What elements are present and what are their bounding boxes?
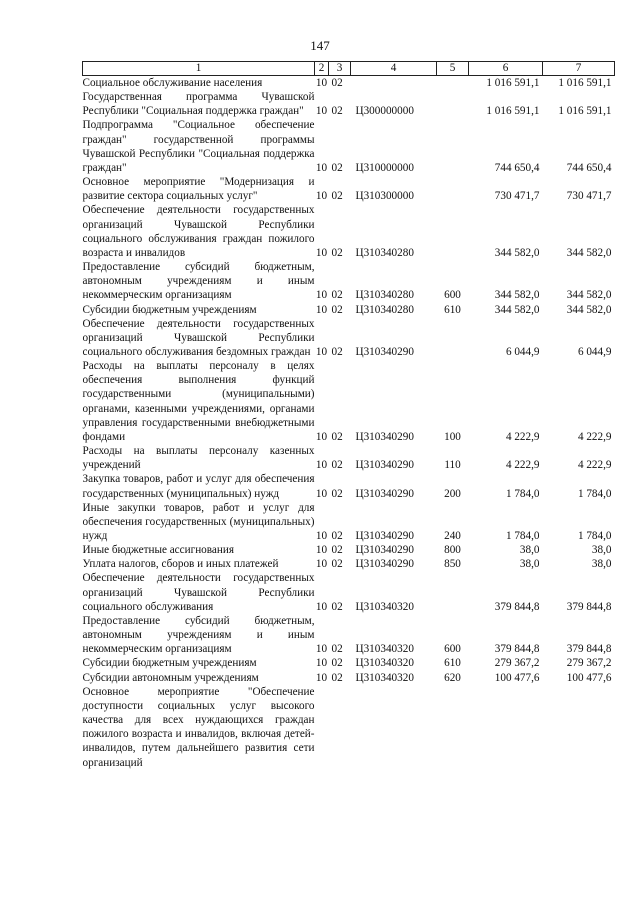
target-article-code: Ц310340320 <box>355 671 414 684</box>
header-cell: 2 <box>315 62 329 76</box>
expense-type-code: 100 <box>444 430 461 443</box>
target-article-code: Ц310340290 <box>355 430 414 443</box>
amount-year-1: 38,0 <box>519 558 540 571</box>
table-row <box>83 472 615 500</box>
target-article-code: Ц310340290 <box>355 459 414 472</box>
row-name <box>83 260 315 302</box>
amount-year-2: 379 844,8 <box>566 643 612 656</box>
subsection-code: 02 <box>331 671 343 684</box>
row-name <box>83 543 315 557</box>
target-article-code: Ц300000000 <box>355 105 414 118</box>
amount-year-1: 4 222,9 <box>505 459 540 472</box>
subsection-code: 02 <box>331 657 343 670</box>
subsection-code: 02 <box>331 430 343 443</box>
target-article-code: Ц310340320 <box>355 643 414 656</box>
section-code: 10 <box>315 345 328 358</box>
header-cell: 4 <box>351 62 437 76</box>
table-row <box>83 671 615 685</box>
amount-year-1: 1 016 591,1 <box>486 105 540 118</box>
target-article-code <box>351 76 437 91</box>
section-code <box>315 685 329 770</box>
amount-year-2: 744 650,4 <box>566 161 612 174</box>
amount-year-1 <box>469 685 543 770</box>
subsection-code: 02 <box>331 105 343 118</box>
row-name <box>83 118 315 175</box>
row-name <box>83 203 315 260</box>
section-code: 10 <box>315 289 328 302</box>
subsection-code: 02 <box>331 459 343 472</box>
amount-year-2: 1 016 591,1 <box>558 77 612 89</box>
table-row <box>83 557 615 571</box>
amount-year-1: 344 582,0 <box>494 246 540 259</box>
amount-year-2: 344 582,0 <box>566 246 612 259</box>
row-name-text: Основное мероприятие "Обеспечение доступности социальных услуг высокого качества для всех нуждающихся граждан пожилого возраста и инвалидов, включая детей-инвалидов, путем дальнейшего развития сети организаций <box>82 685 315 769</box>
expense-type-code: 610 <box>444 303 461 316</box>
table-row <box>83 685 615 770</box>
target-article-code: Ц310340290 <box>355 544 414 557</box>
table-row <box>83 359 615 444</box>
section-code: 10 <box>315 303 328 316</box>
header-cell: 1 <box>83 62 315 76</box>
expense-type-code: 850 <box>444 558 461 571</box>
amount-year-2: 344 582,0 <box>566 303 612 316</box>
row-name-text: Предоставление субсидий бюджетным, автономным учреждениям и иным некоммерческим организациям <box>82 614 315 656</box>
section-code: 10 <box>315 558 328 571</box>
target-article-code: Ц310340280 <box>355 289 414 302</box>
amount-year-1: 730 471,7 <box>494 190 540 203</box>
row-name <box>83 90 315 118</box>
amount-year-2: 1 016 591,1 <box>558 105 612 118</box>
table-row <box>83 543 615 557</box>
header-cell: 5 <box>437 62 469 76</box>
table-row <box>83 614 615 656</box>
section-code: 10 <box>315 657 328 670</box>
target-article-code: Ц310000000 <box>355 161 414 174</box>
expense-type-code <box>437 317 469 359</box>
row-name <box>83 671 315 685</box>
amount-year-2: 344 582,0 <box>566 289 612 302</box>
row-name <box>83 359 315 444</box>
subsection-code: 02 <box>331 643 343 656</box>
subsection-code: 02 <box>331 530 343 542</box>
row-name-text: Субсидии бюджетным учреждениям <box>82 303 257 316</box>
target-article-code: Ц310340320 <box>355 600 414 613</box>
row-name-text: Социальное обслуживание населения <box>82 77 263 89</box>
row-name <box>83 501 315 543</box>
table-row <box>83 303 615 317</box>
row-name-text: Иные бюджетные ассигнования <box>82 544 234 557</box>
amount-year-1: 344 582,0 <box>494 289 540 302</box>
amount-year-2: 730 471,7 <box>566 190 612 203</box>
expense-type-code <box>437 118 469 175</box>
section-code: 10 <box>315 487 328 500</box>
expense-type-code: 110 <box>444 459 461 472</box>
section-code: 10 <box>315 190 328 203</box>
page-number: 147 <box>310 38 330 53</box>
row-name-text: Расходы на выплаты персоналу казенных учреждений <box>82 445 315 472</box>
section-code: 10 <box>315 671 328 684</box>
target-article-code: Ц310340280 <box>355 246 414 259</box>
row-name-text: Расходы на выплаты персоналу в целях обеспечения выполнения функций государственными (муниципальными) органами, казенными учреждениями, органами управления государственными внебюджетными фондами <box>82 360 315 443</box>
table-row <box>83 656 615 670</box>
expense-type-code: 600 <box>444 289 461 302</box>
table-row <box>83 317 615 359</box>
amount-year-2 <box>543 685 615 770</box>
amount-year-1: 744 650,4 <box>494 161 540 174</box>
target-article-code: Ц310340320 <box>355 657 414 670</box>
target-article-code: Ц310340290 <box>355 345 414 358</box>
subsection-code <box>329 685 351 770</box>
amount-year-1: 38,0 <box>519 544 540 557</box>
amount-year-2: 4 222,9 <box>577 430 612 443</box>
table-row <box>83 203 615 260</box>
section-code: 10 <box>315 430 328 443</box>
section-code: 10 <box>315 77 328 89</box>
amount-year-2: 1 784,0 <box>577 530 612 542</box>
row-name-text: Подпрограмма "Социальное обеспечение граждан" государственной программы Чувашской Республики "Социальная поддержка граждан" <box>82 119 315 174</box>
expense-type-code: 800 <box>444 544 461 557</box>
expense-type-code <box>437 203 469 260</box>
expense-type-code <box>437 175 469 203</box>
table-row <box>83 260 615 302</box>
row-name <box>83 76 315 91</box>
table-row <box>83 175 615 203</box>
amount-year-2: 379 844,8 <box>566 600 612 613</box>
expense-type-code: 200 <box>444 487 461 500</box>
row-name-text: Закупка товаров, работ и услуг для обеспечения государственных (муниципальных) нужд <box>82 473 315 500</box>
header-cell: 7 <box>543 62 615 76</box>
amount-year-2: 100 477,6 <box>566 671 612 684</box>
row-name-text: Основное мероприятие "Модернизация и развитие сектора социальных услуг" <box>82 176 315 203</box>
amount-year-1: 100 477,6 <box>494 671 540 684</box>
row-name-text: Обеспечение деятельности государственных организаций Чувашской Республики социального обслуживания граждан пожилого возраста и инвалидов <box>82 204 315 259</box>
expense-type-code <box>437 90 469 118</box>
expense-type-code <box>437 76 469 91</box>
row-name-text: Обеспечение деятельности государственных организаций Чувашской Республики социального обслуживания бездомных граждан <box>82 317 315 358</box>
row-name <box>83 472 315 500</box>
subsection-code: 02 <box>331 289 343 302</box>
subsection-code: 02 <box>331 600 343 613</box>
row-name-text: Предоставление субсидий бюджетным, автономным учреждениям и иным некоммерческим организациям <box>82 261 315 302</box>
row-name-text: Государственная программа Чувашской Республики "Социальная поддержка граждан" <box>82 91 315 118</box>
table-body <box>83 76 615 770</box>
row-name <box>83 685 315 770</box>
amount-year-1: 4 222,9 <box>505 430 540 443</box>
expense-type-code: 240 <box>444 530 461 542</box>
amount-year-1: 344 582,0 <box>494 303 540 316</box>
row-name <box>83 303 315 317</box>
row-name <box>83 557 315 571</box>
section-code: 10 <box>315 643 328 656</box>
row-name <box>83 175 315 203</box>
target-article-code <box>351 685 437 770</box>
amount-year-1: 379 844,8 <box>494 600 540 613</box>
amount-year-2: 6 044,9 <box>577 345 612 358</box>
table-row <box>83 76 615 91</box>
amount-year-1: 1 016 591,1 <box>486 77 540 89</box>
amount-year-1: 6 044,9 <box>505 345 540 358</box>
subsection-code: 02 <box>331 487 343 500</box>
subsection-code: 02 <box>331 345 343 358</box>
amount-year-1: 279 367,2 <box>494 657 540 670</box>
header-cell: 3 <box>329 62 351 76</box>
table-header <box>83 62 615 76</box>
section-code: 10 <box>315 544 328 557</box>
subsection-code: 02 <box>331 246 343 259</box>
amount-year-1: 1 784,0 <box>505 530 540 542</box>
amount-year-1: 379 844,8 <box>494 643 540 656</box>
amount-year-1: 1 784,0 <box>505 487 540 500</box>
target-article-code: Ц310340290 <box>355 530 414 542</box>
section-code: 10 <box>315 530 328 542</box>
subsection-code: 02 <box>331 190 343 203</box>
row-name <box>83 317 315 359</box>
table-row <box>83 571 615 613</box>
expense-type-code <box>437 571 469 613</box>
section-code: 10 <box>315 105 328 118</box>
row-name <box>83 571 315 613</box>
table-row <box>83 444 615 472</box>
section-code: 10 <box>315 459 328 472</box>
row-name-text: Уплата налогов, сборов и иных платежей <box>82 558 279 571</box>
amount-year-2: 1 784,0 <box>577 487 612 500</box>
subsection-code: 02 <box>331 303 343 316</box>
amount-year-2: 38,0 <box>591 558 612 571</box>
row-name <box>83 656 315 670</box>
row-name-text: Субсидии бюджетным учреждениям <box>82 657 257 670</box>
target-article-code: Ц310340290 <box>355 487 414 500</box>
row-name <box>83 444 315 472</box>
table-row <box>83 118 615 175</box>
budget-table <box>82 61 615 770</box>
row-name <box>83 614 315 656</box>
expense-type-code: 610 <box>444 657 461 670</box>
subsection-code: 02 <box>331 77 343 89</box>
section-code: 10 <box>315 246 328 259</box>
subsection-code: 02 <box>331 544 343 557</box>
expense-type-code <box>437 685 469 770</box>
table-row <box>83 501 615 543</box>
row-name-text: Обеспечение деятельности государственных организаций Чувашской Республики социального обслуживания <box>82 572 315 613</box>
expense-type-code: 600 <box>444 643 461 656</box>
target-article-code: Ц310340290 <box>355 558 414 571</box>
expense-type-code: 620 <box>444 671 461 684</box>
section-code: 10 <box>315 600 328 613</box>
target-article-code: Ц310340280 <box>355 303 414 316</box>
subsection-code: 02 <box>331 161 343 174</box>
row-name-text: Иные закупки товаров, работ и услуг для обеспечения государственных (муниципальных) нужд <box>82 501 315 542</box>
section-code: 10 <box>315 161 328 174</box>
amount-year-2: 4 222,9 <box>577 459 612 472</box>
target-article-code: Ц310300000 <box>355 190 414 203</box>
subsection-code: 02 <box>331 558 343 571</box>
row-name-text: Субсидии автономным учреждениям <box>82 671 259 684</box>
header-cell: 6 <box>469 62 543 76</box>
table-row <box>83 90 615 118</box>
amount-year-2: 279 367,2 <box>566 657 612 670</box>
amount-year-2: 38,0 <box>591 544 612 557</box>
